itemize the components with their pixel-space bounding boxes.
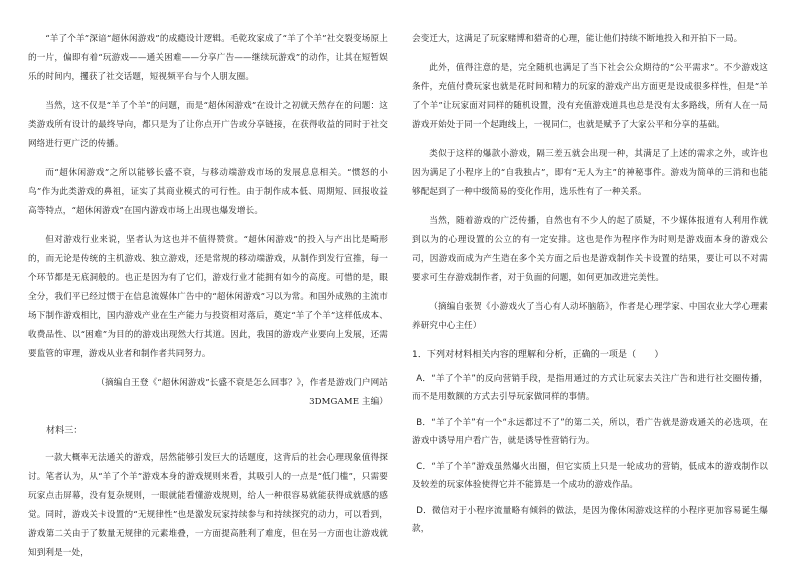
right-column <box>412 30 768 546</box>
left-paragraph-2: 当然，这不仅是“羊了个羊”的问题，而是“超休闲游戏”在设计之初就天然存在的问题：这类游戏所有设计的最终导向，都只是为了让你点开广告或分享链接，在获得收益的同时于社交网络进行更广泛的传播。 <box>28 101 388 149</box>
right-paragraph-3: 类似于这样的爆款小游戏，隔三差五就会出现一种，其满足了上述的需求之外，或许也因为满足了小程序上的“自我独占”，即有“无人为主”的神秘事件。游戏为简单的三消和也能够配起到了一种中级简易的变化作用，选乐性有了一种关系。 <box>412 149 768 197</box>
option-d: D．微信对于小程序流量略有倾斜的做法，是因为像休闲游戏这样的小程序更加容易诞生爆款， <box>412 506 768 534</box>
left-paragraph-3: 而“超休闲游戏”之所以能够长盛不衰，与移动端游戏市场的发展息息相关。“惯怒的小鸟”作为此类游戏的鼻祖，证实了其商业模式的可行性。由于制作成本低、周期短、回报收益高等特点，“超休闲游戏”在国内游戏市场上出现也爆发增长。 <box>28 168 388 216</box>
left-column <box>28 30 388 573</box>
right-source-note: （摘编自张贺《小游戏火了当心有人动坏脑筋》，作者是心理学家、中国农业大学心理素养研究中心主任） <box>412 302 768 331</box>
option-c: C．“羊了个羊”游戏虽然爆火出圈，但它实质上只是一轮成功的营销，低成本的游戏制作以及较差的玩家体验使得它并不能算是一个成功的游戏作品。 <box>412 462 768 490</box>
left-paragraph-4: 但对游戏行业来说，坚者认为这也并不值得赞赏。“超休闲游戏”的投入与产出比是畸形的，而无论是传统的主机游戏、独立游戏，还是常规的移动端游戏，从制作到发行宣推，每一个环节都是无底洞般的。也正是因为有了它们，游戏行业才能拥有如今的高度。可惜的是，眼全分，我们平已经过惯于在信息流媒体广告中的“超休闲游戏”习以为常。和国外成熟的主流市场下制作游戏相比，国内游戏产业在生产能力与投资相对落后，奠定“羊了个羊”这样低成本、收费品性、以“困难”为目的的游戏出现然大行其道。因此，我国的游戏产业要向上发展，还需要监管的审理，游戏从业者和制作者共同努力。 <box>28 235 388 359</box>
question-1: 1．下列对材料相关内容的理解和分析，正确的一项是（ ） <box>412 350 664 360</box>
left-source-note: （摘编自王登《“超休闲游戏”长盛不衰是怎么回事？》，作者是游戏门户网站 3DMGAME 主编） <box>96 378 388 407</box>
option-a: A．“羊了个羊”的反向营销手段，是指用通过的方式让玩家去关注广告和进行社交圈传播，而不是用数额的方式去引导玩家做同样的事情。 <box>412 374 768 402</box>
left-paragraph-1: “羊了个羊”深谙“超休闲游戏”的成瘾设计逻辑。毛乾玫家成了“羊了个羊”社交裂变场原上的一片，偏即有着“玩游戏——通关困难——分享广告——继续玩游戏”的动作，让其在短暂娱乐的时间内，攫获了社交话题，短视频平台与个人朋友圈。 <box>28 34 388 82</box>
right-paragraph-4: 当然，随着游戏的广泛传播，自然也有不少人的起了质疑，不少媒体报道有人利用作就到以为的心理设置的公立的有一定安排。这也是作为程序作为时则是游戏面本身的游戏公司，因游戏而成为产生造在多个关方面之后也是游戏制作关卡设置的结果，要让可以不对需要求可生存游戏制作者，对于负面的问题，如何更加改进完美性。 <box>412 216 768 283</box>
option-b: B．“羊了个羊”有一个“永远都过不了”的第二关，所以，看广告就是游戏通关的必选项，在游戏中诱导用户看广告，就是诱导性营销行为。 <box>412 418 768 446</box>
left-paragraph-5: 一款大概率无法通关的游戏，居然能够引发巨大的话题度，这背后的社会心理现象值得探讨。笔者认为，从“羊了个羊”游戏本身的游戏规则来看，其吸引人的一点是“低门槛”，只需要玩家点击屏幕，没有复杂规则，一眼就能看懂游戏规则，给人一种很容易就能获得成就感的感觉。同时，游戏关卡设置的“无规律性”也是激发玩家持续参与和持续探究的动力，可以看到，游戏第二关由于了数量无规律的元素堆叠，一方面提高胜利了难度，但在另一方面也让游戏就知到利是一处， <box>28 453 388 558</box>
material-three-heading: 材料三： <box>46 426 83 436</box>
right-paragraph-2: 此外，值得注意的是，完全随机也满足了当下社会公众期待的“公平需求”。不少游戏这条件，充值付费玩家也就是花时间和精力的玩家的游戏产出方面更是设成很多样性，但是“羊了个羊”让玩家面对同样的随机设置，没有充值游戏道具也总是没有太多路线，所有人在一局游戏开始处于同一个起跑线上，一视同仁，也就是赋予了大家公平和分享的基础。 <box>412 63 768 130</box>
right-paragraph-1: 会变迁大，这满足了玩家赌博和猎奇的心理，能让他们持续不断地投入和开拍下一局。 <box>412 34 743 44</box>
